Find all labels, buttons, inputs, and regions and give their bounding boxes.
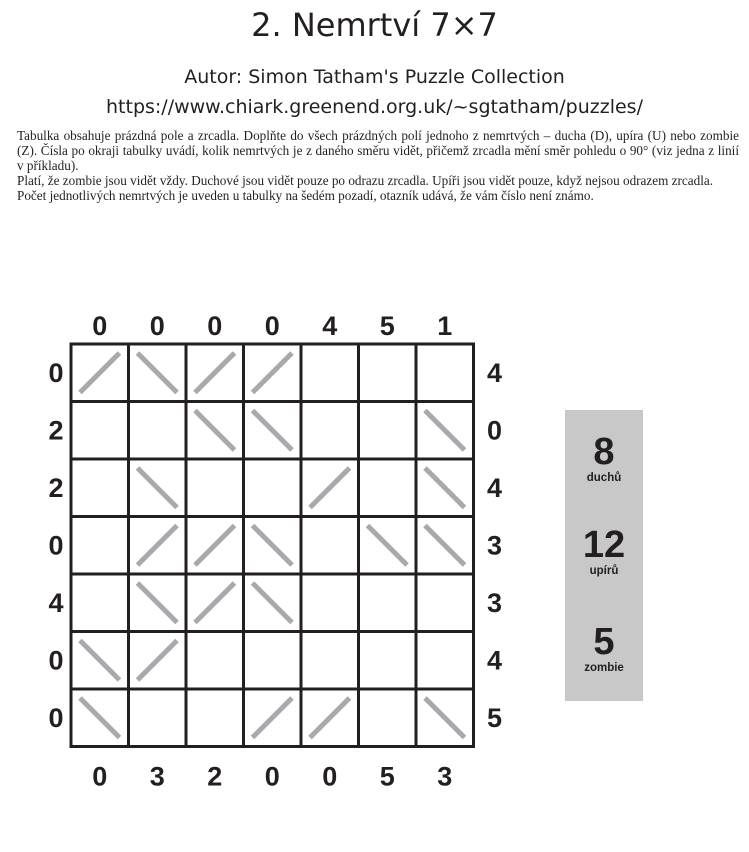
clue-left: 0: [48, 645, 64, 676]
clue-left: 0: [48, 702, 64, 733]
clue-top: 0: [92, 311, 108, 341]
mirror-slash: [138, 526, 178, 566]
zombie-count-label: zombie: [584, 662, 624, 674]
clue-top: 0: [207, 311, 223, 341]
mirror-slash: [310, 468, 350, 508]
mirror-slash: [138, 641, 178, 681]
clue-top: 5: [379, 311, 395, 341]
vampire-count-label: upírů: [589, 565, 619, 577]
mirror-slash: [195, 583, 235, 623]
mirror-backslash: [425, 526, 465, 566]
clue-right: 0: [486, 415, 503, 446]
clue-left: 0: [48, 357, 64, 388]
vampire-count-value: 12: [582, 524, 626, 566]
zombie-count: [565, 622, 643, 675]
clue-bottom: 0: [92, 761, 108, 792]
mirror-slash: [253, 353, 293, 393]
mirror-backslash: [138, 468, 178, 508]
clue-right: 3: [486, 530, 503, 561]
mirror-backslash: [138, 353, 178, 393]
clue-top: 1: [437, 311, 453, 341]
mirror-backslash: [425, 468, 465, 508]
clue-left: 4: [48, 587, 64, 618]
mirror-backslash: [253, 526, 293, 566]
clue-top: 0: [264, 311, 280, 341]
mirror-backslash: [253, 411, 293, 451]
zombie-count-value: 5: [593, 621, 615, 663]
clue-right: 3: [486, 587, 503, 618]
clue-right: 4: [486, 357, 503, 388]
mirror-slash: [195, 353, 235, 393]
mirror-slash: [253, 698, 293, 738]
mirror-backslash: [80, 641, 120, 681]
vampire-count: [565, 525, 643, 578]
clue-left: 2: [48, 415, 64, 446]
clue-bottom: 2: [207, 761, 223, 792]
mirror-backslash: [425, 411, 465, 451]
mirror-backslash: [138, 583, 178, 623]
mirror-backslash: [425, 698, 465, 738]
mirror-backslash: [368, 526, 408, 566]
clue-left: 0: [48, 530, 64, 561]
mirror-backslash: [80, 698, 120, 738]
clue-top: 0: [149, 311, 165, 341]
instructions-paragraph-1: Tabulka obsahuje prázdná pole a zrcadla. Doplňte do všech prázdných polí jednoho z nemrtvých – ducha (D), upíra (U) nebo zombie (Z). Čísla po okraji tabulky uvádí, kolik nemrtvých je z daného směru vidět, přičemž zrcadla mění směr pohledu o 90° (viz jedna z linií v příkladu).: [17, 128, 739, 173]
instructions-paragraph-2: Platí, že zombie jsou vidět vždy. Duchové jsou vidět pouze po odrazu zrcadla. Upíři jsou vidět pouze, když nejsou odrazem zrcadla.: [17, 173, 714, 188]
clue-bottom: 0: [322, 761, 338, 792]
clue-bottom: 0: [264, 761, 280, 792]
ghost-count-value: 8: [593, 431, 615, 473]
clue-top: 4: [322, 311, 338, 341]
clue-right: 4: [486, 645, 503, 676]
mirror-backslash: [195, 411, 235, 451]
ghost-count: [565, 432, 643, 485]
page-title: 2. Nemrtví 7×7: [251, 6, 498, 44]
mirror-slash: [195, 526, 235, 566]
clue-bottom: 3: [149, 761, 165, 792]
clue-left: 2: [48, 472, 64, 503]
ghost-count-label: duchů: [586, 472, 622, 484]
mirror-slash: [310, 698, 350, 738]
clue-right: 5: [486, 702, 503, 733]
clue-bottom: 3: [437, 761, 453, 792]
mirror-backslash: [253, 583, 293, 623]
author-line: Autor: Simon Tatham's Puzzle Collection: [184, 66, 565, 88]
mirror-slash: [80, 353, 120, 393]
clue-right: 4: [486, 472, 503, 503]
monster-count-panel: [565, 410, 643, 701]
instructions-paragraph-3: Počet jednotlivých nemrtvých je uveden u tabulky na šedém pozadí, otazník udává, že vám číslo není známo.: [17, 188, 594, 203]
clue-bottom: 5: [379, 761, 395, 792]
source-url: https://www.chiark.greenend.org.uk/~sgtatham/puzzles/: [106, 96, 643, 118]
